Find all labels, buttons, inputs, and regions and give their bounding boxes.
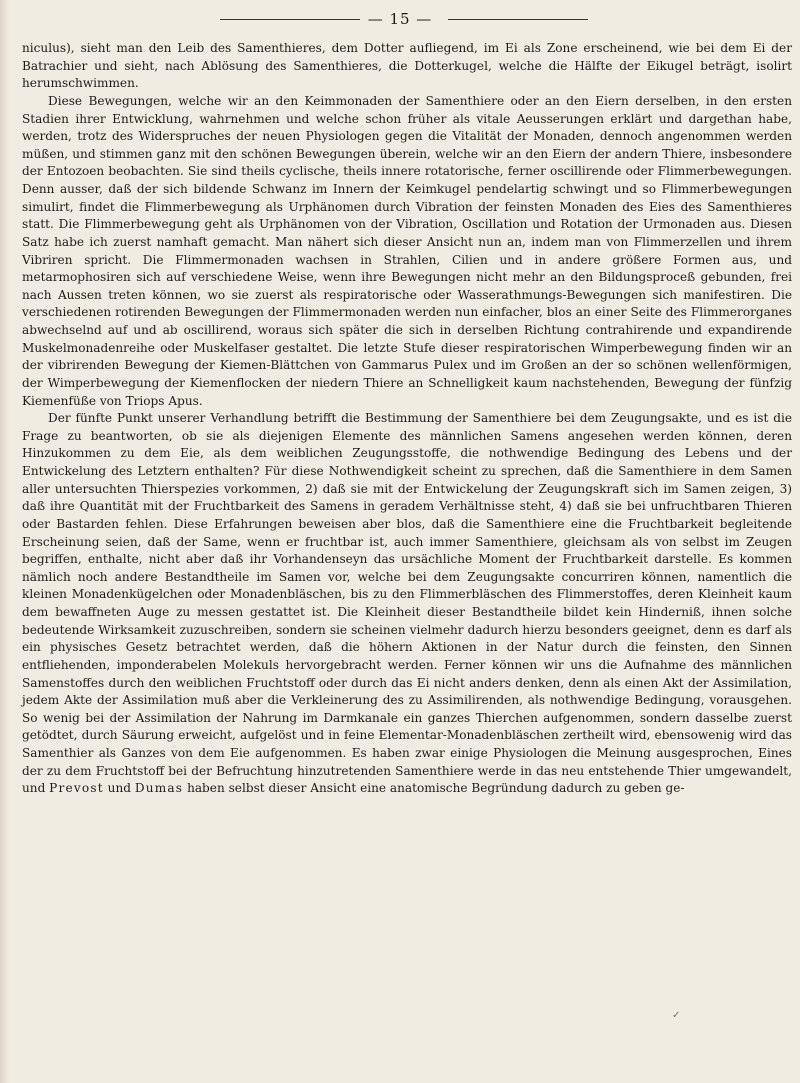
body-text [22, 40, 792, 798]
page-number: — 15 — [367, 10, 433, 28]
page-header [0, 4, 800, 34]
paragraph-1: niculus), sieht man den Leib des Samenthieres, dem Dotter aufliegend, im Ei als Zone erscheinend, wie bei dem Ei der Batrachier und sieht, nach Ablösung des Samenthieres, die Dotterkugel, welche die Hälfte der Eikugel beträgt, isolirt herumschwimmen. [22, 41, 792, 91]
check-mark-icon: ✓ [672, 1010, 681, 1021]
author-name: Dumas [134, 781, 184, 796]
binding-shadow [0, 0, 10, 1083]
paragraph-3: Der fünfte Punkt unserer Verhandlung betrifft die Bestimmung der Samenthiere bei dem Zeugungsakte, und es ist die Frage zu beantworten, ob sie als diejenigen Elemente des männlichen Samens angesehen werden können, deren Hinzukommen zu dem Eie, als dem weiblichen Zeugungsstoffe, die nothwendige Bedingung des Lebens und der Entwickelung des Letztern enthalten? Für diese Nothwendigkeit scheint zu sprechen, daß die Samenthiere in dem Samen aller untersuchten Thierspezies vorkommen, 2) daß sie mit der Entwickelung der Zeugungskraft sich im Samen zeigen, 3) daß ihre Quantität mit der Fruchtbarkeit des Samens in geradem Verhältnisse steht, 4) daß sie bei unfruchtbaren Thieren oder Bastarden fehlen. Diese Erfahrungen beweisen aber blos, daß die Samenthiere eine die Fruchtbarkeit begleitende Erscheinung seien, daß der Same, wenn er fruchtbar ist, auch immer Samenthiere, gleichsam als von selbst im Zeugen begriffen, enthalte, nicht aber daß ihr Vorhandenseyn das ursächliche Moment der Fruchtbarkeit darstelle. Es kommen nämlich noch andere Bestandtheile im Samen vor, welche bei dem Zeugungsakte concurriren können, namentlich die kleinen Monadenkügelchen oder Monadenbläschen, bis zu den Flimmerbläschen des Flimmerstoffes, deren Kleinheit kaum dem bewaffneten Auge zu messen gestattet ist. Die Kleinheit dieser Bestandtheile bildet kein Hinderniß, ihnen solche bedeutende Wirksamkeit zuzuschreiben, sondern sie scheinen vielmehr dadurch hierzu besonders geeignet, denn es darf als ein physisches Gesetz betrachtet werden, daß die höhern Aktionen in der Natur durch die feinsten, den Sinnen entfliehenden, imponderabelen Molekuls hervorgebracht werden. Ferner können wir uns die Aufnahme des männlichen Samenstoffes durch den weiblichen Fruchtstoff oder durch das Ei nicht anders denken, denn als einen Akt der Assimilation, jedem Akte der Assimilation muß aber die Verkleinerung des zu Assimilirenden, als nothwendige Bedingung, vorausgehen. So wenig bei der Assimilation der Nahrung im Darmkanale ein ganzes Thierchen aufgenommen, sondern dasselbe zuerst getödtet, durch Säurung erweicht, aufgelöst und in feine Elementar-Monadenbläschen zertheilt wird, ebensowenig wird das Samenthier als Ganzes von dem Eie aufgenommen. Es haben zwar einige Physiologen die Meinung ausgesprochen, Eines der zu dem Fruchtstoff bei der Befruchtung hinzutretenden Samenthiere werde in das neu entstehende Thier umgewandelt, und Prevost und Dumas haben selbst dieser Ansicht eine anatomische Begründung dadurch zu geben ge- [22, 411, 792, 796]
header-rule-right [448, 19, 588, 20]
paragraph-2: Diese Bewegungen, welche wir an den Keimmonaden der Samenthiere oder an den Eiern derselben, in den ersten Stadien ihrer Entwicklung, wahrnehmen und welche schon früher als vitale Aeusserungen erklärt und dargethan habe, werden, trotz des Widerspruches der neuen Physiologen gegen die Vitalität der Monaden, dennoch angenommen werden müßen, und stimmen ganz mit den schönen Bewegungen überein, welche wir an den Eiern der andern Thiere, insbesondere der Entozoen beobachten. Sie sind theils cyclische, theils innere rotatorische, ferner oscillirende oder Flimmerbewegungen. Denn ausser, daß der sich bildende Schwanz im Innern der Keimkugel pendelartig schwingt und so Flimmerbewegungen simulirt, findet die Flimmerbewegung als Urphänomen durch Vibration der feinsten Monaden des Eies des Samenthieres statt. Die Flimmerbewegung geht als Urphänomen von der Vibration, Oscillation und Rotation der Urmonaden aus. Diesen Satz habe ich zuerst namhaft gemacht. Man nähert sich dieser Ansicht nun an, indem man von Flimmerzellen und ihrem Vibriren spricht. Die Flimmermonaden wachsen in Strahlen, Cilien und in andere größere Formen aus, und metarmophosiren sich auf verschiedene Weise, wenn ihre Bewegungen nicht mehr an den Bildungsproceß gebunden, frei nach Aussen treten können, wo sie zuerst als respiratorische oder Wasserathmungs-Bewegungen sich manifestiren. Die verschiedenen rotirenden Bewegungen der Flimmermonaden werden nun einfacher, blos an einer Seite des Flimmerorganes abwechselnd auf und ab oscillirend, woraus sich später die sich in derselben Richtung contrahirende und expandirende Muskelmonadenreihe oder Muskelfaser gestaltet. Die letzte Stufe dieser respiratorischen Wimperbewegung finden wir an der vibrirenden Bewegung der Kiemen-Blättchen von Gammarus Pulex und im Großen an der so schönen wellenförmigen, der Wimperbewegung der Kiemenflocken der niedern Thiere an Schnelligkeit kaum nachstehenden, Bewegung der fünfzig Kiemenfüße von Triops Apus. [22, 93, 792, 408]
author-name: Prevost [49, 781, 104, 796]
